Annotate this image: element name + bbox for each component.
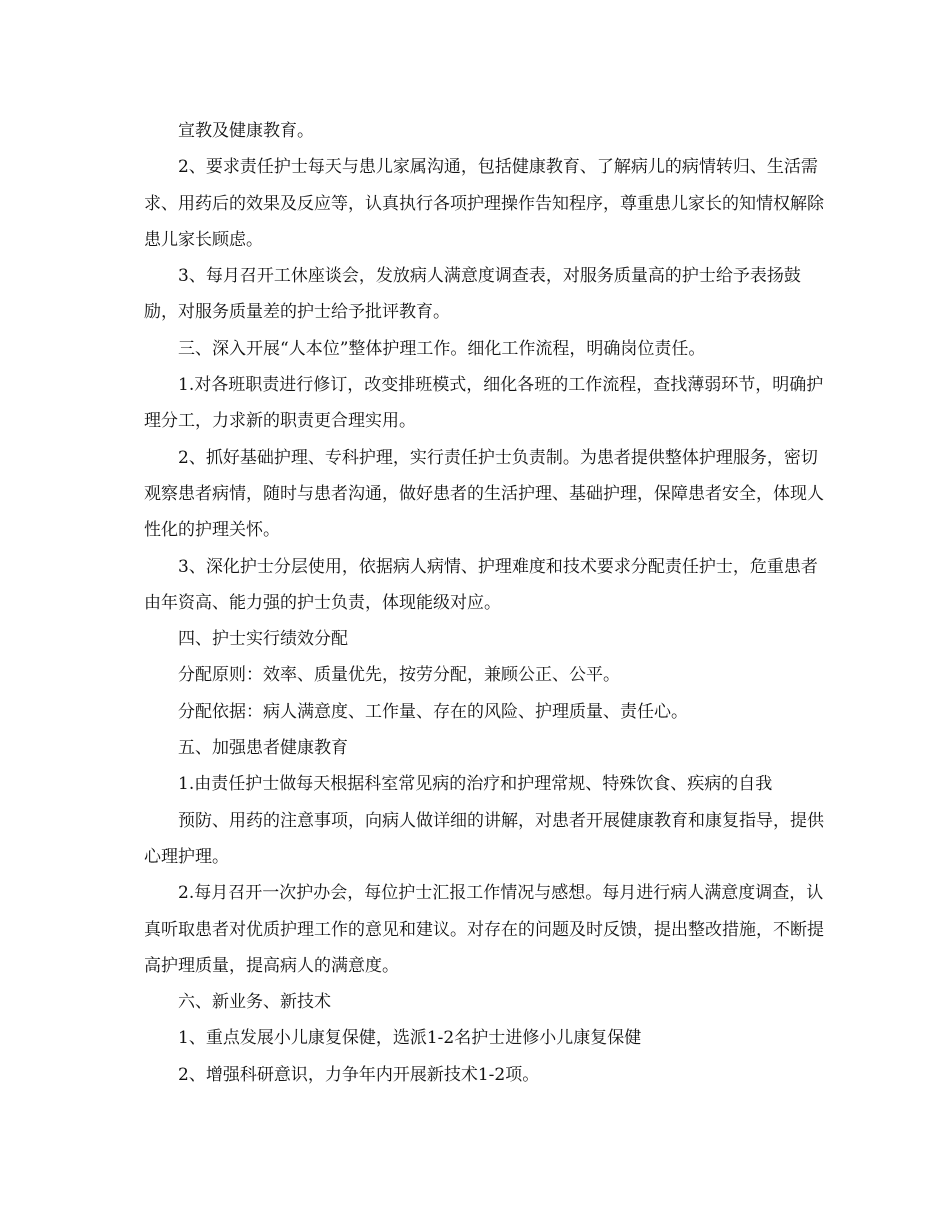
paragraph: 分配原则：效率、质量优先，按劳分配，兼顾公正、公平。 bbox=[178, 665, 620, 686]
paragraph: 3、每月召开工休座谈会，发放病人满意度调查表，对服务质量高的护士给予表扬鼓励，对服务质量差的护士给予批评教育。 bbox=[144, 266, 801, 323]
document-body bbox=[144, 113, 824, 1093]
section-heading: 四、护士实行绩效分配 bbox=[178, 629, 348, 650]
paragraph: 1、重点发展小儿康复保健，选派1-2名护士进修小儿康复保健 bbox=[178, 1028, 642, 1049]
paragraph: 宣教及健康教育。 bbox=[178, 121, 314, 141]
paragraph: 1.由责任护士做每天根据科室常见病的治疗和护理常规、特殊饮食、疾病的自我 bbox=[178, 774, 773, 795]
section-heading: 三、深入开展“人本位”整体护理工作。细化工作流程，明确岗位责任。 bbox=[178, 338, 706, 359]
paragraph: 预防、用药的注意事项，向病人做详细的讲解，对患者开展健康教育和康复指导，提供心理护理。 bbox=[144, 810, 824, 867]
section-heading: 五、加强患者健康教育 bbox=[178, 738, 348, 759]
paragraph: 2、要求责任护士每天与患儿家属沟通，包括健康教育、了解病儿的病情转归、生活需求、用药后的效果及反应等，认真执行各项护理操作告知程序，尊重患儿家长的知情权解除患儿家长顾虑。 bbox=[144, 157, 824, 250]
paragraph: 2、抓好基础护理、专科护理，实行责任护士负责制。为患者提供整体护理服务，密切观察患者病情，随时与患者沟通，做好患者的生活护理、基础护理，保障患者安全，体现人性化的护理关怀。 bbox=[144, 447, 824, 541]
paragraph: 2.每月召开一次护办会，每位护士汇报工作情况与感想。每月进行病人满意度调查，认真听取患者对优质护理工作的意见和建议。对存在的问题及时反馈，提出整改措施，不断提高护理质量，提高病人的满意度。 bbox=[144, 883, 824, 976]
section-heading: 六、新业务、新技术 bbox=[178, 992, 331, 1013]
paragraph: 1.对各班职责进行修订，改变排班模式，细化各班的工作流程，查找薄弱环节，明确护理分工，力求新的职责更合理实用。 bbox=[144, 375, 824, 432]
paragraph: 3、深化护士分层使用，依据病人病情、护理难度和技术要求分配责任护士，危重患者由年资高、能力强的护士负责，体现能级对应。 bbox=[144, 556, 818, 613]
paragraph: 2、增强科研意识，力争年内开展新技术1-2项。 bbox=[178, 1064, 540, 1085]
paragraph: 分配依据：病人满意度、工作量、存在的风险、护理质量、责任心。 bbox=[178, 701, 688, 722]
